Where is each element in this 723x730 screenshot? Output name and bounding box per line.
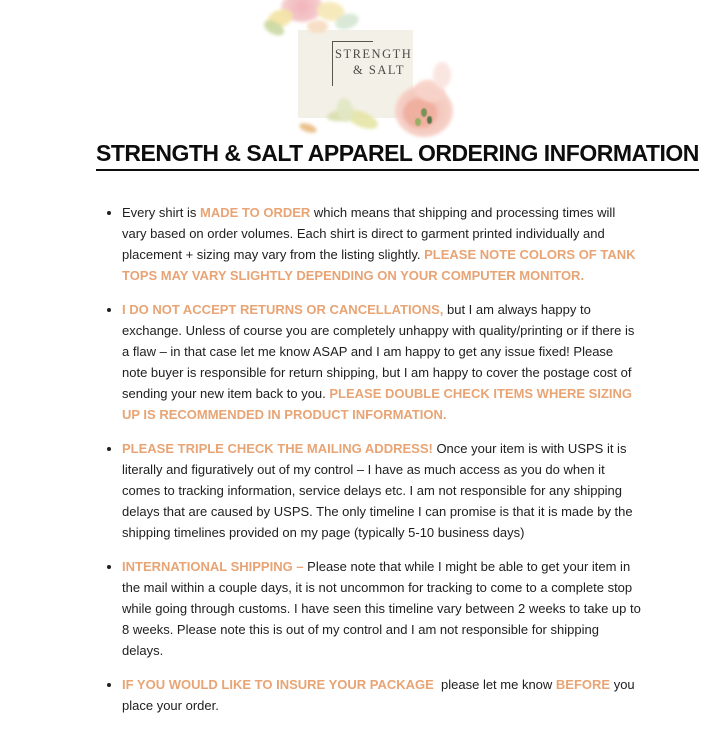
bullet-item	[122, 556, 645, 661]
highlight-run: PLEASE NOTE COLORS OF TANK TOPS MAY VARY SLIGHTLY DEPENDING ON YOUR COMPUTER MONITOR.	[122, 247, 640, 283]
brand-logo	[265, 0, 465, 142]
text-run: which means that shipping and processing times will vary based on order volumes. Each shirt is direct to garment printed individually and placement + sizing may vary from the listing slightly.	[122, 205, 619, 262]
logo-line1: STRENGTH	[335, 47, 413, 61]
highlight-run: IF YOU WOULD LIKE TO INSURE YOUR PACKAGE	[122, 677, 434, 692]
highlight-run: MADE TO ORDER	[200, 205, 311, 220]
flower-center-speck	[421, 108, 427, 117]
highlight-run: PLEASE DOUBLE CHECK ITEMS WHERE SIZING UP IS RECOMMENDED IN PRODUCT INFORMATION.	[122, 386, 636, 422]
watercolor-petal-peach	[307, 20, 328, 33]
flower-center-speck	[415, 118, 421, 126]
bullet-item	[122, 299, 642, 425]
flower-center-speck	[427, 116, 432, 124]
highlight-run: PLEASE TRIPLE CHECK THE MAILING ADDRESS!	[122, 441, 433, 456]
logo-line2: & SALT	[353, 63, 405, 77]
title-wrap	[96, 140, 699, 171]
text-run: Once your item is with USPS it is literally and figuratively out of my control – I have as much access as you do when it comes to tracking information, service delays etc. I am not responsible for any shipping delays that are caused by USPS. The only timeline I can promise is that it is made by the shipping timelines provided on my page (typically 5-10 business days)	[122, 441, 637, 540]
watercolor-petal-pale	[433, 62, 451, 88]
text-run: please let me know	[433, 677, 556, 692]
bullet-item	[122, 202, 642, 286]
highlight-run: I DO NOT ACCEPT RETURNS OR CANCELLATIONS,	[122, 302, 444, 317]
text-run: Please note that while I might be able to get your item in the mail within a couple days, it is not uncommon for tracking to come to a complete stop while going through customs. I have seen this timeline vary between 2 weeks to take up to 8 weeks. Please note this is out of my control and I am not responsible for shipping delays.	[122, 559, 645, 658]
highlight-run: INTERNATIONAL SHIPPING –	[122, 559, 304, 574]
highlight-run: BEFORE	[555, 677, 611, 692]
bullet-item	[122, 438, 642, 543]
text-run: you place your order.	[122, 677, 639, 713]
text-run: but I am always happy to exchange. Unless of course you are completely unhappy with quality/printing or if there is a flaw – in that case let me know ASAP and I am happy to get any issue fixed! Please note buyer is responsible for return shipping, but I am happy to cover the postage cost of sending your new item back to you.	[122, 302, 638, 401]
document-body	[96, 202, 645, 729]
logo-wordmark	[335, 46, 413, 78]
bullet-item	[122, 674, 642, 716]
text-run: Every shirt is	[122, 205, 201, 220]
info-list	[96, 202, 645, 716]
watercolor-leaf-orange	[298, 121, 318, 134]
page-title: STRENGTH & SALT APPAREL ORDERING INFORMATION	[96, 140, 699, 171]
